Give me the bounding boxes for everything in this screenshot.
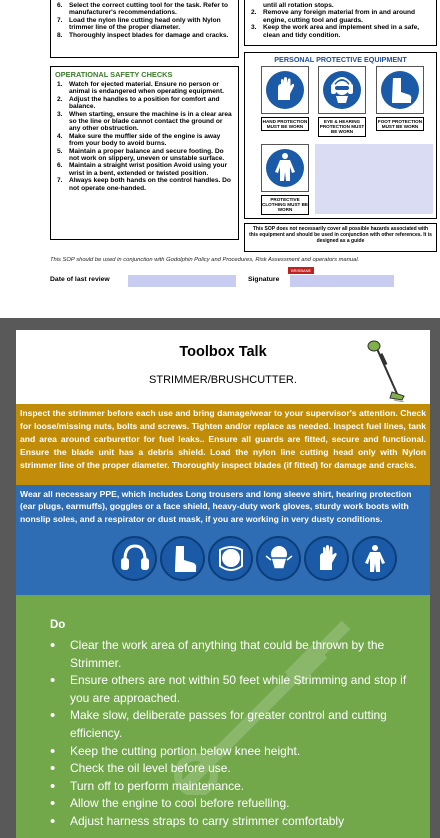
step-item [57,133,234,148]
step-item [57,2,232,17]
step-text: Remove any foreign material from in and around engine, cutting tool and guards. [263,9,416,24]
ppe-empty-area [315,144,433,214]
toolbox-title: Toolbox Talk [179,344,267,360]
step-text: Keep the work area and implement shed in a safe, clean and tidy condition. [263,24,420,39]
step-number: 2. [251,9,257,17]
ear-defenders-icon [112,536,157,581]
signature-label: Signature [248,276,280,283]
step-number: 3. [57,110,63,118]
step-text: until all rotation stops. [263,2,334,9]
ops-safety-box [50,66,239,240]
sop-footer-note: This SOP should be used in conjunction with Godolphin Policy and Procedures, Risk Assessment and operators manual. [50,257,360,263]
step-number: 4. [57,132,63,140]
step-text: Load the nylon line cutting head only with Nylon trimmer line of the proper diameter. [69,16,221,32]
do-item: • Check the oil level before use. [50,760,420,778]
do-item: • Ensure others are not within 50 feet while Strimming and stop if you are approached. [50,672,420,707]
glove-icon [304,536,349,581]
step-item [57,177,234,192]
ppe-tile-clothing [261,144,309,215]
step-item [57,17,232,32]
finish-steps-list [251,2,430,39]
step-item [57,81,234,96]
strimmer-icon [364,336,408,402]
toolbox-subtitle: STRIMMER/BRUSHCUTTER. [149,374,297,386]
do-item: • Clear the work area of anything that could be thrown by the Strimmer. [50,637,420,672]
step-number: 3. [251,24,257,32]
sop-red-tag: BRISBANE [288,267,314,274]
ear-eye-protection-icon [318,66,366,114]
do-item: • Allow the engine to cool before refuelling. [50,795,420,813]
do-item: • Adjust harness straps to carry strimmer comfortably [50,813,420,831]
review-date-label: Date of last review [50,276,110,283]
ppe-caption: EYE & HEARING PROTECTION MUST BE WORN [318,117,366,137]
step-text: Always keep both hands on the control handles. Do not operate one-handed. [69,177,231,192]
safety-boot-icon [160,536,205,581]
step-number: 6. [57,2,63,9]
ops-steps-list [51,81,238,192]
signature-field[interactable] [290,275,394,287]
step-text: When starting, ensure the machine is in a clear area so the line or blade cannot contact the ground or any other obstruction. [69,110,232,133]
step-text: Watch for ejected material. Ensure no person or animal is endangered when operating equipment. [69,81,224,96]
ppe-caption: FOOT PROTECTION MUST BE WORN [376,117,424,131]
ppe-tile-eye-hearing [318,66,366,137]
sop-disclaimer: This SOP does not necessarily cover all possible hazards associated with this equipment and should be used in conjunction with other references. It is designed as a guide [244,223,437,252]
ppe-tile-hand [261,66,309,131]
gloves-icon [261,66,309,114]
ppe-box [244,52,437,219]
do-item: • Keep the cutting portion below knee height. [50,743,420,761]
dust-mask-icon [256,536,301,581]
step-item [57,148,234,163]
step-text: Adjust the handles to a position for comfort and balance. [69,95,220,111]
step-number: 7. [57,177,63,185]
step-number: 7. [57,16,63,24]
overalls-icon [261,144,309,192]
ppe-caption: PROTECTIVE CLOTHING MUST BE WORN [261,195,309,215]
do-list [50,637,420,831]
ppe-text: Wear all necessary PPE, which includes Long trousers and long sleeve shirt, hearing protection (ear plugs, earmuffs), goggles or a face shield, heavy-duty work gloves, sturdy work boots with nonslip soles, and a respirator or dust mask, if you are working in very dusty conditions. [20,489,412,524]
step-number: 8. [57,31,63,39]
face-shield-icon [208,536,253,581]
do-band [16,595,430,838]
step-number [251,2,263,9]
step-text: Maintain a straight wrist position Avoid using your wrist in a bent, extended or twisted position. [69,162,228,177]
step-item [57,96,234,111]
step-text: Thoroughly inspect blades for damage and cracks. [69,31,229,39]
step-number: 5. [57,147,63,155]
ppe-caption: HAND PROTECTION MUST BE WORN [261,117,309,131]
step-text: Make sure the muffler side of the engine is away from your body to avoid burns. [69,132,221,148]
ppe-tile-foot [376,66,424,131]
step-text: Select the correct cutting tool for the task. Refer to manufacturer's recommendations. [69,2,229,17]
prep-steps-box [50,0,239,58]
step-number: 2. [57,95,63,103]
boot-icon [376,66,424,114]
inspection-band: Inspect the strimmer before each use and bring damage/wear to your supervisor's attention. Check for loose/missing nuts, bolts and screws. Tighten and/or replace as needed. Inspect fuel lines, tank and area around carburettor for fuel leaks.. Ensure all guards are fitted, secure and functional. Ensure the blade unit has a debris shield. Load the nylon line cutting head only with Nylon strimmer line of the proper diameter. Thoroughly inspect blades (if fitted) for damage and cracks. [16,404,430,485]
step-number: 1. [57,81,63,88]
step-item [57,32,232,39]
do-item: • Turn off to perform maintenance. [50,778,420,796]
do-item: • Make slow, deliberate passes for greater control and cutting efficiency. [50,707,420,742]
prep-steps-list [57,2,232,39]
step-number: 6. [57,162,63,170]
protective-suit-icon [352,536,397,581]
sop-page [0,0,440,300]
do-title: Do [50,619,66,631]
step-item [251,2,430,9]
step-item [57,162,234,177]
ppe-title: PERSONAL PROTECTIVE EQUIPMENT [274,55,407,64]
review-date-field[interactable] [128,275,236,287]
finish-steps-box [244,0,437,46]
step-item [57,111,234,133]
step-item [251,9,430,24]
step-text: Maintain a proper balance and secure footing. Do not work on slippery, uneven or unstable surface. [69,147,225,163]
ops-safety-title: OPERATIONAL SAFETY CHECKS [55,70,173,79]
step-item [251,24,430,39]
ppe-icon-row [112,536,397,581]
toolbox-talk-card [16,330,430,838]
